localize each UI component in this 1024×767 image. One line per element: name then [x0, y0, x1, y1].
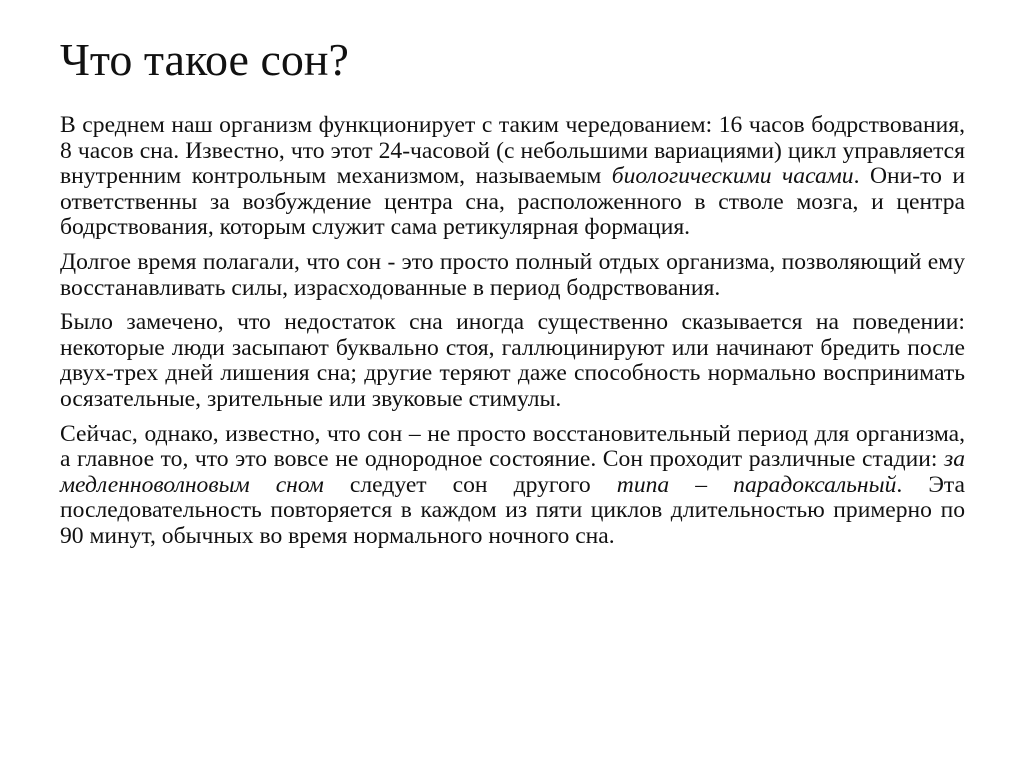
- paragraph-sleep-stages: [60, 422, 965, 550]
- paragraph-biological-clock: [60, 113, 965, 241]
- paragraph-rest-theory: [60, 250, 965, 301]
- italic-term-paradoxical-sleep: типа – парадоксальный: [616, 471, 897, 498]
- paragraph-sleep-deprivation: [60, 310, 965, 412]
- paragraph-text: В среднем наш организм функционирует с таким чередованием: 16 часов бодрствования, 8 часов сна. Известно, что этот 24-часовой (с небольшими вариациями) цикл управляется внутренним контрольным механизмом, называемым: [60, 112, 965, 190]
- paragraph-text: . Эта последовательность повторяется в каждом из пяти циклов длительностью примерно по 90 минут, обычных во время нормального ночного сна.: [60, 471, 965, 549]
- paragraph-text: Сейчас, однако, известно, что сон – не просто восстановительный период для организма, а главное то, что это вовсе не однородное состояние. Сон проходит различные стадии:: [60, 420, 965, 473]
- italic-term-biological-clock: биологическими часами: [611, 163, 854, 190]
- paragraph-text: следует сон другого: [323, 471, 617, 498]
- paragraph-text: . Они-то и ответственны за возбуждение центра сна, расположенного в стволе мозга, и центра бодрствования, которым служит сама ретикулярная формация.: [60, 163, 965, 241]
- paragraph-text: Было замечено, что недостаток сна иногда существенно сказывается на поведении: некоторые люди засыпают буквально стоя, галлюцинируют или начинают бредить после двух-трех дней лишения сна; другие теряют даже способность нормально воспринимать осязательные, зрительные или звуковые стимулы.: [60, 309, 965, 412]
- slide-title: Что такое сон?: [60, 34, 349, 85]
- italic-term-slow-wave-sleep: за медленноволновым сном: [60, 446, 965, 498]
- paragraph-text: Долгое время полагали, что сон - это просто полный отдых организма, позволяющий ему восстанавливать силы, израсходованные в период бодрствования.: [60, 248, 965, 301]
- slide-body: [60, 113, 965, 559]
